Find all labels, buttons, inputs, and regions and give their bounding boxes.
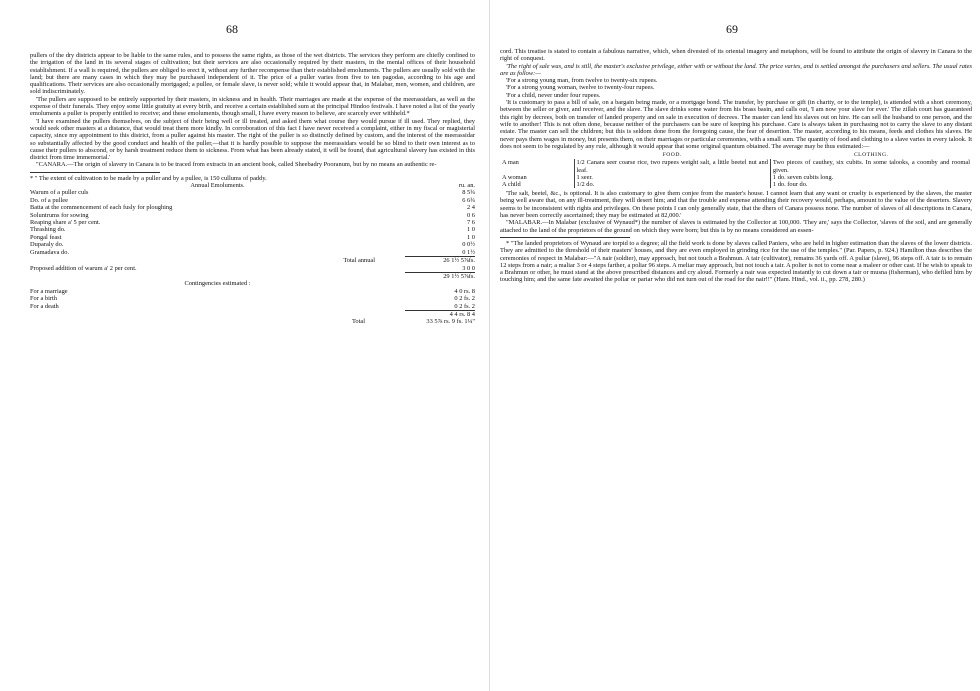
body-paragraph: 'The salt, beetel, &c., is optional. It is also customary to give them conjee from the master's house. I cannot learn that any want or cruelty is experienced by the slaves, the master being well aware that, on any ill-treatment, they will desert him; and that the trouble and expense attending their recovery would, perhaps, amount to the value of the deserters. Slavery seems to be inconsistent with rights and privileges. On these points I can only generally state, that the dhers of Canara possess none. The number of slaves of all descriptions in Canara, has never been correctly ascertained; they may be estimated at 82,000.' bbox=[500, 190, 972, 220]
emolument-row: Gramadava do. 0 1½ bbox=[30, 248, 475, 256]
emolument-row: Thrashing do. 1 0 bbox=[30, 226, 475, 234]
total-annual-value: 26 1½ 5⅞fs. bbox=[405, 257, 475, 265]
body-paragraph: 'I have examined the pullers themselves, on the subject of their being well or ill treated, and asked them what course they would pursue if ill used. They replied, they would seek other masters at a distance, that would treat them more kindly. In corroboration of this fact I have never received a complaint, either in my fiscal or magisterial capacity, since my appointment to this district, from a puller against his master. The right of the puller is so distinctly defined by custom, and the interest of the meerassidar so substantially affected by the good conduct and health of the puller,—that it is hardly possible to suppose the meerassidars would be so blind to their own interest as to cause their pullers to abscond, or by harsh treatment reduce them to sickness. From what has been already stated, it will be found, that agricultural slavery has existed in this district from time immemorial.' bbox=[30, 117, 475, 162]
price-rate: 'For a strong young woman, twelve to twenty-four rupees. bbox=[506, 84, 655, 92]
grand-total-label: Total bbox=[351, 318, 365, 326]
page-number-left: 68 bbox=[226, 22, 238, 36]
emolument-row: Batta at the commencement of each fusly for ploughing 2 4 bbox=[30, 204, 475, 212]
subtotal-value: 29 1½ 5⅞fs. bbox=[405, 272, 475, 280]
food-clothing-table bbox=[500, 152, 972, 188]
page-number-right: 69 bbox=[726, 22, 738, 36]
contingencies-title: Contingencies estimated : bbox=[184, 280, 251, 288]
clothing-header: CLOTHING. bbox=[853, 152, 889, 159]
right-column bbox=[500, 48, 972, 284]
food-header: FOOD. bbox=[662, 152, 682, 159]
footnote-rule bbox=[30, 172, 160, 173]
proposed-label: Proposed addition of warum a' 2 per cent. bbox=[30, 264, 137, 272]
emolument-row: Pongal feast 1 0 bbox=[30, 233, 475, 241]
body-paragraph: "MALABAR.—In Malabar (exclusive of Wynaud*) the number of slaves is estimated by the Collector at 100,000. 'They are,' says the Collector, 'slaves of the soil, and are generally attached to the land of the proprietors of the ground on which they were born; but this is by no means considered an essen- bbox=[500, 219, 972, 234]
price-rate: 'For a child, never under four rupees. bbox=[506, 91, 601, 99]
body-paragraph: cord. This treatise is stated to contain a fabulous narrative, which, when divested of its oriental imagery and metaphors, will be found to attribute the origin of slavery in Canara to the right of conquest. bbox=[500, 48, 972, 63]
body-paragraph: pullers of the dry districts appear to be liable to the same rules, and to possess the same rights, as those of the wet districts. The services they perform are chiefly confined to the irrigation of the land in its several stages of cultivation; but their services are also occasionally required by their masters, in the menial offices of their household establishment. If a wall is required, the pullers are obliged to erect it, without any further recompense than their established emoluments. The pullers are usually sold with the land; but there are many cases in which they may be purchased independent of it. The price of a puller varies from five to ten pagodas, according to his age and qualifications. Their services are also occasionally mortgaged; a pullee, or female slave, is never sold; while it would appear that, in Malabar, men, women, and children, are sold indiscriminately. bbox=[30, 52, 475, 96]
body-paragraph: "CANARA.—The origin of slavery in Canara is to be traced from extracts in an ancient book, called Sheebadry Pooranum, but by no means an authentic re- bbox=[36, 161, 437, 169]
emolument-row: Reaping share a' 5 per cent. 7 6 bbox=[30, 219, 475, 227]
emoluments-table bbox=[30, 182, 475, 326]
proposed-value: 3 0 0 bbox=[462, 264, 475, 272]
emolument-row: Soluntrums for sowing 0 6 bbox=[30, 211, 475, 219]
price-rate: 'For a strong young man, from twelve to twenty-six rupees. bbox=[506, 77, 658, 85]
emolument-row: Warum of a puller culs 8 5¾ bbox=[30, 189, 475, 197]
emolument-row: Do. of a pullee 6 6¾ bbox=[30, 196, 475, 204]
footnote-wynaud: * "The landed proprietors of Wynaud are torpid to a degree; all the field work is done by slaves called Paniers, who are held in higher estimation than the slaves of the lower districts. They are admitted to the threshold of their masters' houses, and they are even employed in grinding rice for the use of the temples." (Par. Papers, p. 924.) Hamilton thus describes the ceremonies of respect in Malabar:—"A nair (soldier), may approach, but not touch a Brahmun. A tair (cultivator), remains 36 yards off. A puliar (slave), 96 steps off. A tair is to remain 12 steps from a nair; a maliar 3 or 4 steps farther, a poliar 96 steps. A meliar may approach, but not touch a tair. A polier is not to come near a maleer or other cast. If he wish to speak to a Brahmun or other, he must stand at the above prescribed distances and cry aloud. Formerly a nair was expected instantly to cut down a tair or musna (fisherman), who defiled him by touching him; and the same fate awaited the poliar or pariar who did not turn out of the road for the nair!!" (Ham. Hind., vol. ii., pp. 278, 280.) bbox=[500, 239, 972, 284]
rate-row: A woman 1 seer. 1 do. seven cubits long. bbox=[500, 174, 972, 181]
grand-total-value: 33 5⅞ rs. 9 fs. 1¼" bbox=[426, 318, 475, 326]
emolument-row: Duparaly do. 0 0½ bbox=[30, 241, 475, 249]
contingencies-total: 4 4 rs. 8 4 bbox=[405, 310, 475, 318]
total-annual-label: Total annual bbox=[343, 256, 375, 264]
body-paragraph: 'It is customary to pass a bill of sale, on a bargain being made, or a mortgage bond. The transfer, by purchase or gift (in charity, or to the temple), is attended with a short ceremony, between the seller or giver, and receiver, and the slave. The slave drinks some water from his brass basin, and calls out, 'I am now your slave for ever.' The zillah court has guaranteed this right by decrees, both on transfer of landed property and on sale in execution of decrees. The master can lend his slaves out on hire. He can sell the husband to one person, and the wife to another! This is not often done, because neither of the purchasers can be sure of keeping his purchase. Care is always taken in purchasing not to carry the slave to any distant estate. The master can sell the children; but this is seldom done from the foregoing cause, the fear of desertion. The master, according to his means, feeds and clothes his slaves. He never pays them wages in money, but presents them, on their marriages or particular ceremonies, with a small sum. The quantity of food and clothing to a slave varies in every talook. It does not seem to be regulated by any rule, although it would appear that some original quantum obtained. The average may be thus estimated:— bbox=[500, 99, 972, 150]
body-paragraph: 'The right of sale was, and is still, the master's exclusive privilege, either with or without the land. The price varies, and is settled amongst the purchasers and sellers. The usual rates are as follow:— bbox=[500, 62, 972, 77]
units-header: ru. an. bbox=[458, 182, 475, 190]
contingency-row: For a marriage 4 0 rs. 8 bbox=[30, 287, 475, 295]
footnote-heading: * " The extent of cultivation to be made by a puller and by a pullee, is 150 cullums of paddy. bbox=[30, 174, 267, 182]
contingency-row: For a birth 0 2 fs. 2 bbox=[30, 295, 475, 303]
left-column bbox=[30, 52, 475, 326]
contingency-row: For a death 0 2 fs. 2 bbox=[30, 302, 475, 310]
right-page bbox=[490, 0, 980, 691]
body-paragraph: 'The pullers are supposed to be entirely supported by their masters, in sickness and in health. Their marriages are made at the expense of the meerassidars, as well as the expense of their funerals. They enjoy some little gratuity at every birth, and receive a certain established sum at the principal Hindoo festivals. I have noted a list of the yearly emoluments a puller is properly entitled to receive; and these emoluments, though small, I have every reason to believe, are scarcely ever withheld.* bbox=[30, 95, 475, 118]
rate-row: A child 1/2 do. 1 do. four do. bbox=[500, 181, 972, 188]
emoluments-title: Annual Emoluments. bbox=[190, 182, 245, 190]
footnote-rule bbox=[500, 237, 630, 238]
rate-row: A man 1/2 Canara seer coarse rice, two rupees weight salt, a little beetel nut and leaf. Two pieces of cauthey, six cubits. In some talooks, a coomby and roomal given. bbox=[502, 159, 970, 174]
